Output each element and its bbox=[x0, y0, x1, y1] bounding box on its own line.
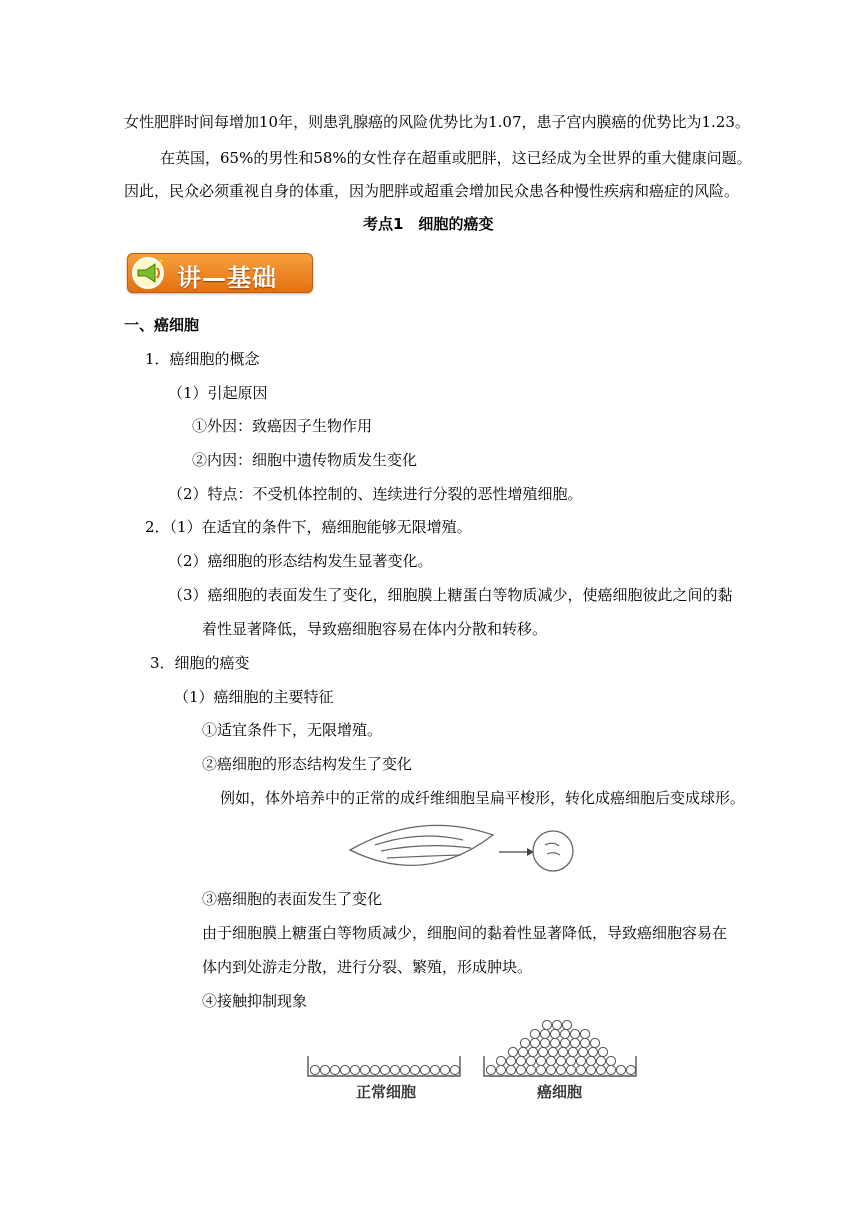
section-title: 考点1 细胞的癌变 bbox=[363, 215, 494, 233]
cancer-cell bbox=[570, 1038, 579, 1047]
cancer-cell bbox=[606, 1056, 615, 1065]
paragraph-line: 因此，民众必须重视自身的体重，因为肥胖或超重会增加民众患各种慢性疾病和癌症的风险。 bbox=[124, 182, 740, 200]
cancer-cell bbox=[576, 1056, 585, 1065]
contact-inhibition-diagram bbox=[300, 1020, 640, 1080]
list-item: ①适宜条件下，无限增殖。 bbox=[202, 721, 383, 739]
cancer-cell bbox=[550, 1029, 559, 1038]
list-item: ④接触抑制现象 bbox=[202, 992, 308, 1010]
normal-cell bbox=[370, 1065, 379, 1074]
cancer-cell bbox=[548, 1047, 557, 1056]
banner-label: 讲—基础 bbox=[177, 264, 277, 292]
normal-cell bbox=[390, 1065, 399, 1074]
cancer-cell bbox=[546, 1056, 555, 1065]
list-item: 例如，体外培养中的正常的成纤维细胞呈扁平梭形，转化成癌细胞后变成球形。 bbox=[220, 789, 746, 807]
normal-cell bbox=[420, 1065, 429, 1074]
cancer-cells-label: 癌细胞 bbox=[537, 1083, 583, 1101]
paragraph-line: 在英国，65%的男性和58%的女性存在超重或肥胖，这已经成为全世界的重大健康问题。 bbox=[160, 149, 752, 167]
list-item: （1）癌细胞的主要特征 bbox=[174, 688, 334, 706]
cancer-cell bbox=[580, 1029, 589, 1038]
list-item: 着性显著降低，导致癌细胞容易在体内分散和转移。 bbox=[202, 620, 548, 638]
cancer-cell bbox=[626, 1065, 635, 1074]
cancer-cell bbox=[558, 1047, 567, 1056]
cancer-cell bbox=[566, 1065, 575, 1074]
list-item: 3．细胞的癌变 bbox=[150, 654, 250, 672]
normal-cell bbox=[330, 1065, 339, 1074]
cancer-cell bbox=[526, 1065, 535, 1074]
cancer-cell bbox=[566, 1056, 575, 1065]
round-cell bbox=[533, 831, 573, 871]
megaphone-icon bbox=[131, 256, 165, 290]
cancer-cell bbox=[508, 1047, 517, 1056]
cancer-cell bbox=[542, 1020, 551, 1029]
normal-cells-label: 正常细胞 bbox=[356, 1083, 417, 1101]
cancer-cell bbox=[520, 1038, 529, 1047]
cancer-cell bbox=[496, 1056, 505, 1065]
list-item: 由于细胞膜上糖蛋白等物质减少，细胞间的黏着性显著降低，导致癌细胞容易在 bbox=[202, 924, 728, 942]
cancer-cell bbox=[590, 1038, 599, 1047]
normal-cell bbox=[440, 1065, 449, 1074]
cancer-cell bbox=[616, 1065, 625, 1074]
cancer-cell bbox=[526, 1056, 535, 1065]
svg-text:♪: ♪ bbox=[158, 259, 164, 269]
list-item: （1）引起原因 bbox=[168, 384, 268, 402]
cancer-cell bbox=[588, 1047, 597, 1056]
cancer-cell bbox=[530, 1038, 539, 1047]
cancer-cell bbox=[528, 1047, 537, 1056]
list-item: 2．（1）在适宜的条件下，癌细胞能够无限增殖。 bbox=[145, 518, 472, 536]
cancer-cell bbox=[556, 1056, 565, 1065]
cancer-cell bbox=[496, 1065, 505, 1074]
normal-cell bbox=[350, 1065, 359, 1074]
list-item: （2）特点：不受机体控制的、连续进行分裂的恶性增殖细胞。 bbox=[168, 485, 583, 503]
paragraph-line: 女性肥胖时间每增加10年，则患乳腺癌的风险优势比为1.07，患子宫内膜癌的优势比为1.23。 bbox=[124, 113, 750, 131]
normal-cell bbox=[410, 1065, 419, 1074]
normal-cell bbox=[400, 1065, 409, 1074]
cancer-cell bbox=[506, 1065, 515, 1074]
heading: 一、癌细胞 bbox=[124, 316, 200, 334]
normal-cell bbox=[320, 1065, 329, 1074]
cancer-cell bbox=[556, 1065, 565, 1074]
cancer-cell bbox=[538, 1047, 547, 1056]
list-item: ②癌细胞的形态结构发生了变化 bbox=[202, 755, 413, 773]
list-item: ③癌细胞的表面发生了变化 bbox=[202, 890, 383, 908]
normal-cell bbox=[340, 1065, 349, 1074]
cancer-cell bbox=[540, 1038, 549, 1047]
normal-cell bbox=[360, 1065, 369, 1074]
normal-cell bbox=[430, 1065, 439, 1074]
cancer-cell bbox=[606, 1065, 615, 1074]
cancer-cell bbox=[540, 1029, 549, 1038]
cancer-cell bbox=[560, 1029, 569, 1038]
cell-shape-diagram bbox=[345, 818, 585, 882]
list-item: （3）癌细胞的表面发生了变化，细胞膜上糖蛋白等物质减少，使癌细胞彼此之间的黏 bbox=[168, 586, 733, 604]
cancer-cell bbox=[530, 1029, 539, 1038]
cancer-cell bbox=[562, 1020, 571, 1029]
cancer-cell bbox=[598, 1047, 607, 1056]
list-item: （2）癌细胞的形态结构发生显著变化。 bbox=[168, 552, 433, 570]
cancer-cell bbox=[570, 1029, 579, 1038]
cancer-cell bbox=[546, 1065, 555, 1074]
cancer-cell bbox=[586, 1065, 595, 1074]
list-item: ②内因：细胞中遗传物质发生变化 bbox=[192, 451, 418, 469]
banner bbox=[127, 253, 313, 293]
normal-cell bbox=[310, 1065, 319, 1074]
cancer-cell bbox=[596, 1065, 605, 1074]
cancer-cell bbox=[486, 1065, 495, 1074]
cancer-cell bbox=[586, 1056, 595, 1065]
list-item: ①外因：致癌因子生物作用 bbox=[192, 417, 373, 435]
list-item: 1．癌细胞的概念 bbox=[145, 350, 260, 368]
cancer-cell bbox=[518, 1047, 527, 1056]
list-item: 体内到处游走分散，进行分裂、繁殖，形成肿块。 bbox=[202, 958, 533, 976]
cancer-cell bbox=[536, 1056, 545, 1065]
cancer-cell bbox=[576, 1065, 585, 1074]
cancer-cell bbox=[516, 1065, 525, 1074]
normal-cell bbox=[450, 1065, 459, 1074]
cancer-cell bbox=[516, 1056, 525, 1065]
cancer-cell bbox=[578, 1047, 587, 1056]
cancer-cell bbox=[550, 1038, 559, 1047]
cancer-cell bbox=[560, 1038, 569, 1047]
cancer-cell bbox=[580, 1038, 589, 1047]
cancer-cell bbox=[568, 1047, 577, 1056]
cancer-cell bbox=[552, 1020, 561, 1029]
cancer-cell bbox=[596, 1056, 605, 1065]
cancer-cell bbox=[536, 1065, 545, 1074]
normal-cell bbox=[380, 1065, 389, 1074]
cancer-cell bbox=[506, 1056, 515, 1065]
